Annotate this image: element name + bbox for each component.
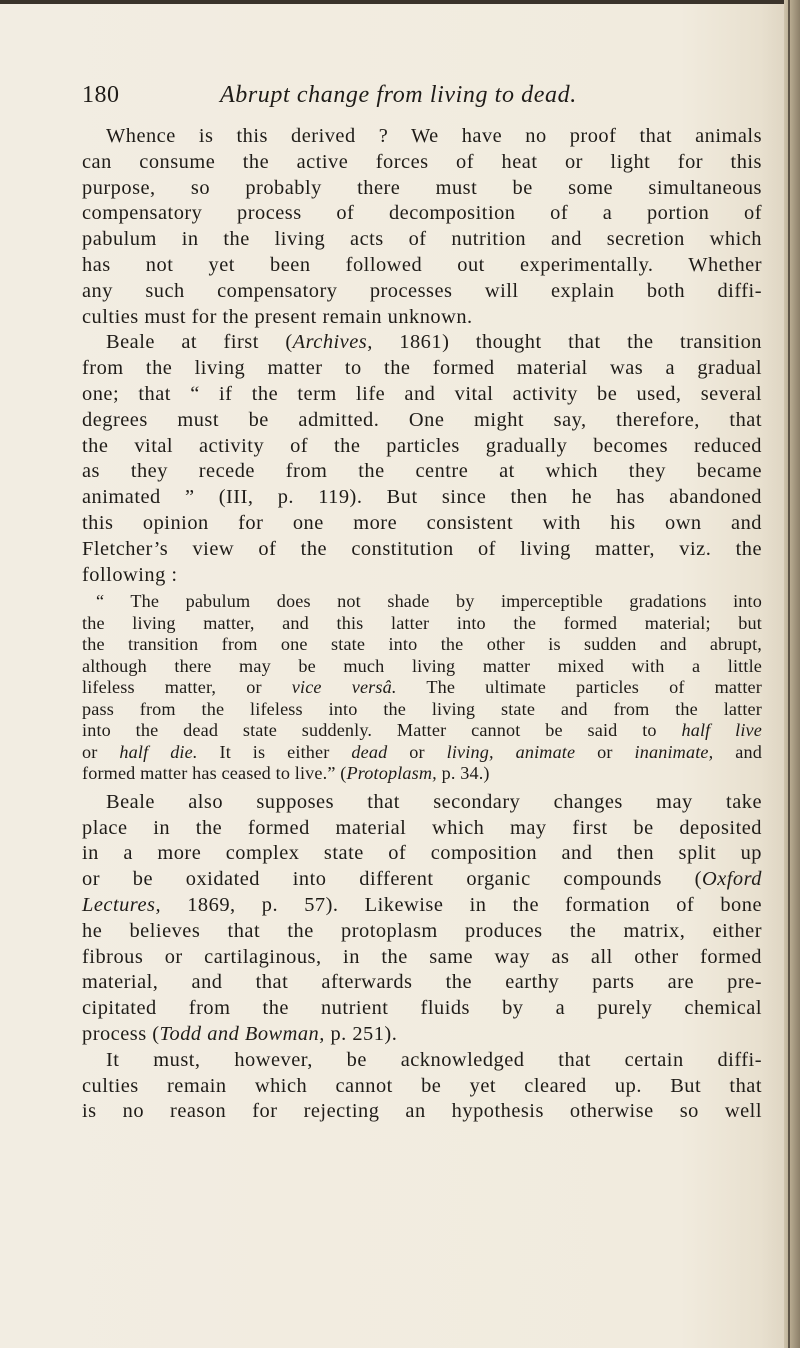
- text-line: Beale also supposes that secondary changes may take: [106, 790, 762, 813]
- text-line: following :: [82, 563, 178, 586]
- text-run: Beale at first (: [106, 331, 293, 354]
- text-line: degrees must be admitted. One might say, therefore, that: [82, 408, 762, 431]
- text-line: Fletcher’s view of the constitution of living matter, viz. the: [82, 537, 762, 560]
- text-line: culties must for the present remain unknown.: [82, 305, 473, 328]
- text-run: formed matter has ceased to live.” (: [82, 763, 347, 784]
- text-line: has not yet been followed out experimentally. Whether: [82, 253, 762, 276]
- text-line: [82, 893, 762, 919]
- quote-line: [82, 742, 762, 764]
- quote-line: the transition from one state into the other is sudden and abrupt,: [82, 634, 762, 655]
- text-line: culties remain which cannot be yet cleared up. But that: [82, 1074, 762, 1097]
- text-line: any such compensatory processes will explain both diffi-: [82, 279, 762, 302]
- text-line: the vital activity of the particles gradually becomes reduced: [82, 434, 762, 457]
- paragraph-4: [82, 1048, 762, 1125]
- page-header: [82, 82, 762, 118]
- text-line: purpose, so probably there must be some simultaneous: [82, 176, 762, 199]
- italic-phrase: vice versâ.: [291, 677, 397, 698]
- quote-line: the living matter, and this latter into the formed material; but: [82, 612, 762, 633]
- text-line: material, and that afterwards the earthy parts are pre-: [82, 971, 762, 994]
- page-edge-shadow: [784, 0, 800, 1348]
- text-line: Whence is this derived ? We have no proof that animals: [106, 125, 762, 147]
- text-run: or be oxidated into different organic compounds (: [82, 868, 702, 891]
- text-line: from the living matter to the formed material was a gradual: [82, 357, 762, 380]
- text-run: The ultimate particles of matter: [396, 677, 762, 698]
- quote-line: [82, 677, 762, 699]
- text-run: p. 251).: [324, 1023, 398, 1046]
- italic-phrase: half die.: [119, 741, 198, 762]
- text-line: as they recede from the centre at which they became: [82, 460, 762, 483]
- citation-title: Archives,: [292, 331, 373, 354]
- text-line: cipitated from the nutrient fluids by a purely chemical: [82, 997, 762, 1020]
- citation-title: Todd and Bowman,: [159, 1023, 325, 1046]
- citation-title: Oxford: [701, 868, 762, 891]
- text-line: It must, however, be acknowledged that certain diffi-: [106, 1048, 762, 1071]
- quote-line: “ The pabulum does not shade by imperceptible gradations into: [96, 591, 762, 612]
- text-line: is no reason for rejecting an hypothesis otherwise so well: [82, 1100, 762, 1123]
- page-number: 180: [82, 82, 120, 108]
- text-line: this opinion for one more consistent with his own and: [82, 511, 762, 534]
- text-run: or: [575, 741, 635, 762]
- italic-phrase: half live: [681, 720, 762, 741]
- text-run: into the dead state suddenly. Matter cannot be said to: [82, 720, 682, 741]
- paragraph-3: [82, 790, 762, 1048]
- text-line: can consume the active forces of heat or light for this: [82, 150, 762, 173]
- text-run: It is either: [197, 741, 352, 762]
- text-line: one; that “ if the term life and vital activity be used, several: [82, 382, 762, 405]
- quote-line: although there may be much living matter mixed with a little: [82, 655, 762, 676]
- text-run: or: [387, 741, 447, 762]
- page-binding-edge: [788, 0, 790, 1348]
- text-run: p. 34.): [436, 763, 490, 784]
- text-line: pabulum in the living acts of nutrition and secretion which: [82, 228, 762, 251]
- text-line: [82, 867, 762, 893]
- quote-line: [82, 763, 762, 785]
- text-run: 1869, p. 57). Likewise in the formation of bone: [161, 894, 762, 917]
- running-title: Abrupt change from living to dead.: [220, 82, 577, 108]
- italic-phrase: dead: [351, 741, 388, 762]
- text-line: animated ” (III, p. 119). But since then he has abandoned: [82, 486, 762, 509]
- text-line: compensatory process of decomposition of a portion of: [82, 202, 762, 225]
- text-run: or: [82, 741, 120, 762]
- text-line: [82, 330, 762, 356]
- text-line: in a more complex state of composition and then split up: [82, 842, 762, 865]
- citation-title: Protoplasm,: [346, 763, 437, 784]
- text-line: fibrous or cartilaginous, in the same way as all other formed: [82, 945, 762, 968]
- block-quotation: [82, 591, 762, 785]
- text-line: place in the formed material which may first be deposited: [82, 816, 762, 839]
- text-run: 1861) thought that the transition: [372, 331, 762, 354]
- citation-title: Lectures,: [82, 894, 162, 917]
- text-run: and: [713, 741, 762, 762]
- text-run: process (: [82, 1023, 160, 1046]
- text-line: he believes that the protoplasm produces the matrix, either: [82, 919, 762, 942]
- paragraph-2: [82, 330, 762, 588]
- quote-line: [82, 720, 762, 742]
- quote-line: pass from the lifeless into the living state and from the latter: [82, 698, 762, 719]
- italic-phrase: living, animate: [446, 741, 576, 762]
- paragraph-1: [82, 124, 762, 330]
- body-text: [82, 124, 762, 1125]
- italic-phrase: inanimate,: [634, 741, 714, 762]
- top-edge-rule: [0, 0, 790, 4]
- text-line: [82, 1022, 762, 1048]
- text-run: lifeless matter, or: [82, 677, 292, 698]
